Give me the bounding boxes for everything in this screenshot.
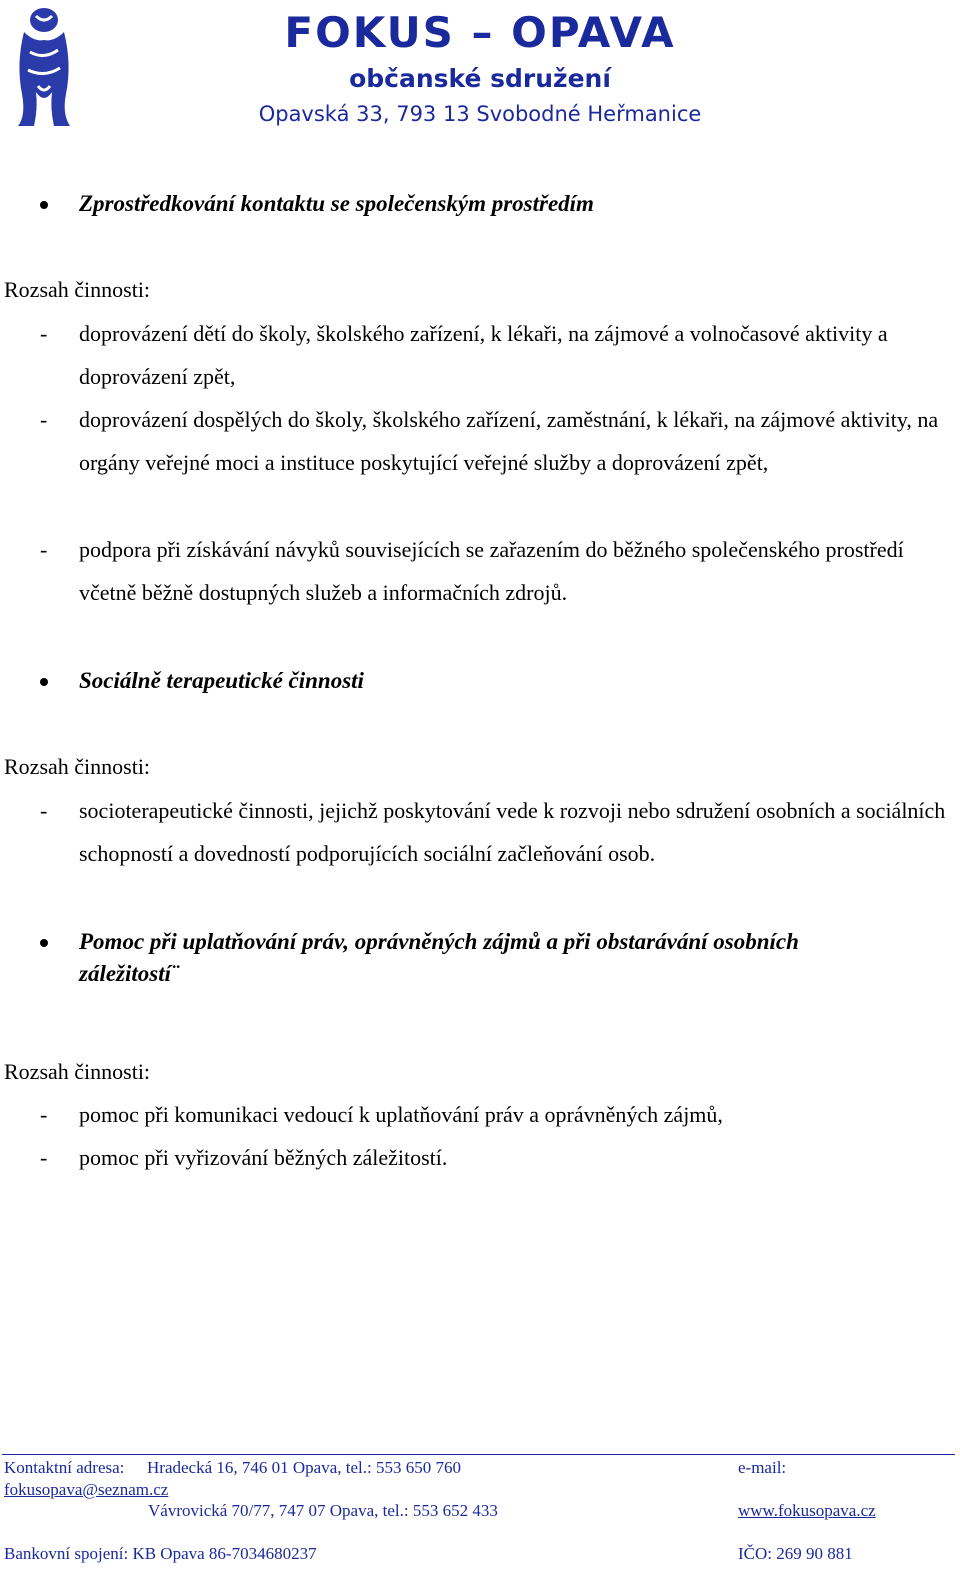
contact-address-2: Vávrovická 70/77, 747 07 Opava, tel.: 553 652 433 (148, 1501, 498, 1520)
bullet-icon (40, 678, 48, 686)
bullet-icon (40, 939, 48, 947)
bank-info: Bankovní spojení: KB Opava 86-7034680237 (4, 1544, 317, 1563)
scope-label: Rozsah činnosti: (4, 277, 151, 302)
footer-divider (2, 1454, 955, 1455)
footer (0, 1454, 960, 1576)
scope-label: Rozsah činnosti: (4, 1059, 151, 1084)
letterhead (0, 0, 960, 140)
bullet-icon (40, 201, 48, 209)
organization-address: Opavská 33, 793 13 Svobodné Heřmanice (258, 102, 702, 126)
ico-info: IČO: 269 90 881 (738, 1544, 853, 1563)
email-label: e-mail: (738, 1458, 787, 1477)
email-link[interactable]: fokusopava@seznam.cz (4, 1480, 169, 1499)
contact-label: Kontaktní adresa: (4, 1458, 125, 1477)
scope-label: Rozsah činnosti: (4, 754, 151, 779)
organization-title: FOKUS – OPAVA (284, 8, 676, 57)
organization-subtitle: občanské sdružení (349, 64, 611, 93)
website-link[interactable]: www.fokusopava.cz (738, 1501, 876, 1520)
contact-address-1: Hradecká 16, 746 01 Opava, tel.: 553 650 760 (147, 1458, 461, 1477)
